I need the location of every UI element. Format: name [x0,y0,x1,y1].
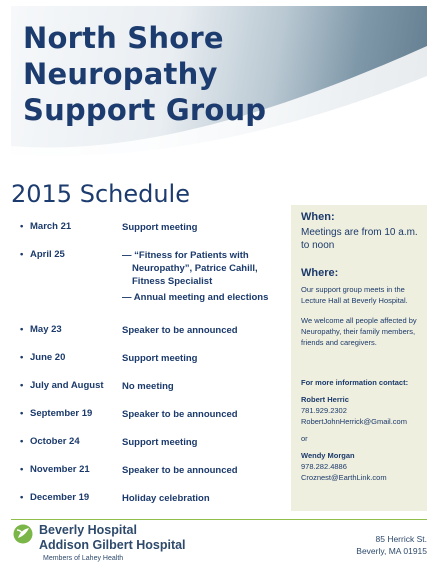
logo-beverly-hospital: Beverly Hospital [39,523,137,537]
contact-or: or [301,434,308,443]
schedule-desc-line: Speaker to be announced [122,409,238,420]
schedule-desc-line: — “Fitness for Patients with [122,250,249,261]
bullet: • [20,249,24,260]
schedule-date: November 21 [30,464,90,475]
logo-tagline: Members of Lahey Health [43,555,124,562]
schedule-title: 2015 Schedule [11,180,190,208]
schedule-desc [122,464,282,477]
schedule-desc [122,380,282,393]
bullet: • [20,324,24,335]
when-heading: When: [301,211,335,223]
schedule-date: December 19 [30,492,90,503]
schedule-desc-line: Speaker to be announced [122,325,238,336]
contact2-name: Wendy Morgan [301,451,355,460]
schedule-desc-line: Speaker to be announced [122,465,238,476]
schedule-desc-line: Support meeting [122,437,198,448]
address [356,533,427,557]
schedule-desc [122,492,282,505]
schedule-desc [122,249,282,304]
address-line2: Beverly, MA 01915 [356,546,427,556]
bullet: • [20,492,24,503]
bullet: • [20,380,24,391]
footer-divider [11,519,427,520]
schedule-desc-line: No meeting [122,381,174,392]
contact2-email[interactable]: Croznest@EarthLink.com [301,473,387,482]
schedule-date: April 25 [30,249,65,260]
schedule-desc-line: Support meeting [122,353,198,364]
bullet: • [20,352,24,363]
address-line1: 85 Herrick St. [375,534,427,544]
schedule-date: March 21 [30,221,72,232]
schedule-desc-line: — Annual meeting and elections [122,292,269,303]
contact1-phone: 781.929.2302 [301,406,347,415]
schedule-desc [122,221,282,234]
bullet: • [20,221,24,232]
schedule-desc [122,324,282,337]
contact1-email[interactable]: RobertJohnHerrick@Gmail.com [301,417,407,426]
contact1-name: Robert Herric [301,395,349,404]
schedule-date: September 19 [30,408,93,419]
header-banner [11,6,427,170]
schedule-date: July and August [30,380,104,391]
bullet: • [20,464,24,475]
schedule-desc-line: Support meeting [122,222,198,233]
schedule-date: May 23 [30,324,62,335]
when-text: Meetings are from 10 a.m. to noon [301,227,418,251]
logo-addison-gilbert: Addison Gilbert Hospital [39,538,186,552]
schedule-desc [122,436,282,449]
schedule-desc-line: Fitness Specialist [132,276,213,287]
contact2-phone: 978.282.4886 [301,462,347,471]
schedule-desc-line: Neuropathy”, Patrice Cahill, [132,263,258,274]
schedule-desc-line: Holiday celebration [122,493,210,504]
hospital-leaf-icon [13,524,33,544]
welcome-text: We welcome all people affected by Neuropathy, their family members, friends and caregivers. [301,316,417,347]
schedule-date: June 20 [30,352,66,363]
schedule-date: October 24 [30,436,80,447]
bullet: • [20,436,24,447]
page-title: North Shore Neuropathy Support Group [23,21,267,127]
where-heading: Where: [301,267,339,279]
where-text: Our support group meets in the Lecture Hall at Beverly Hospital. [301,285,408,305]
bullet: • [20,408,24,419]
contact-heading: For more information contact: [301,378,409,387]
schedule-desc [122,352,282,365]
schedule-desc [122,408,282,421]
info-sidebar [291,205,427,511]
